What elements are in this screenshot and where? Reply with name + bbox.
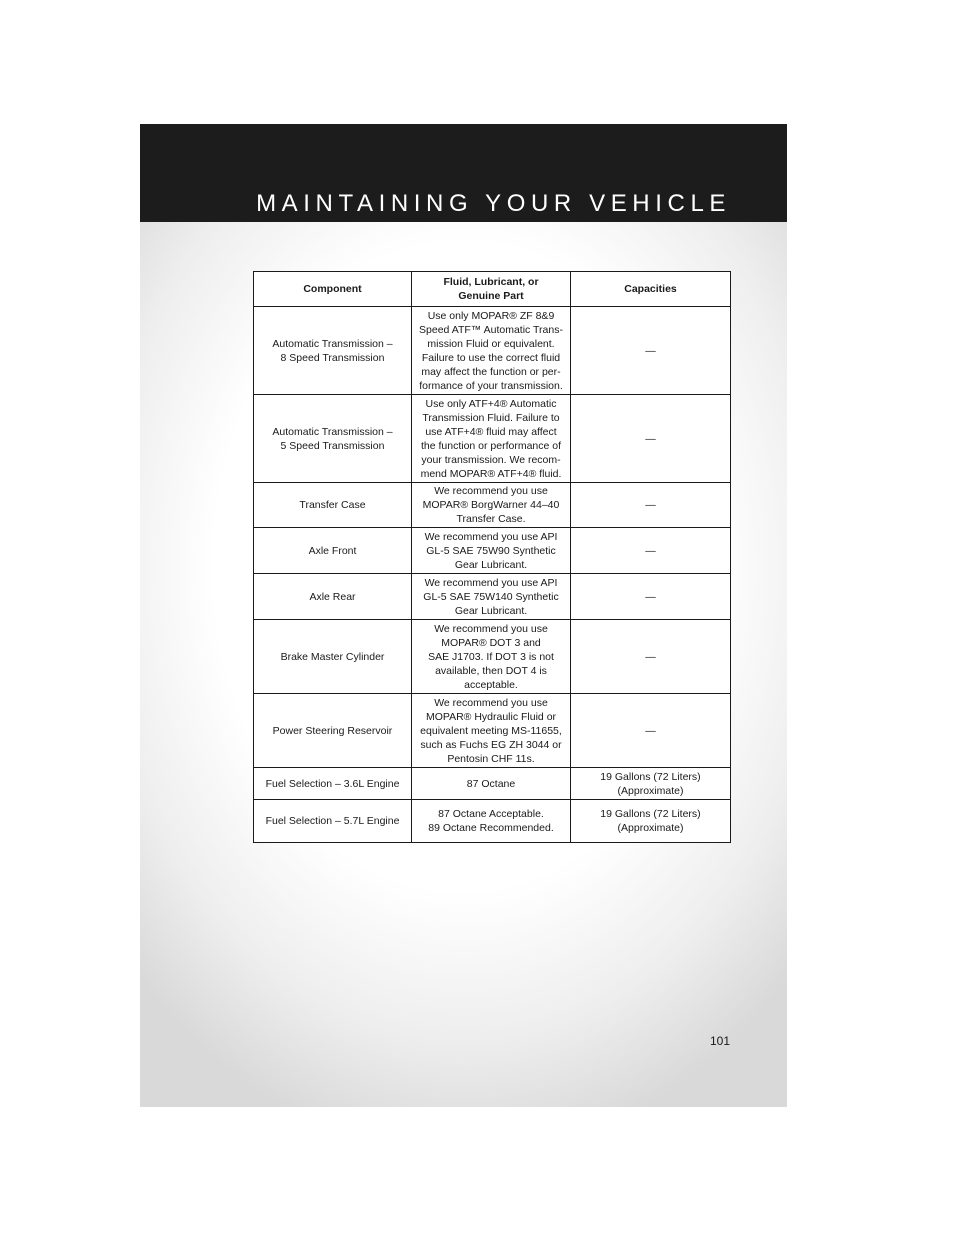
cell-fluid: We recommend you use API GL-5 SAE 75W90 Synthetic Gear Lubricant. (412, 528, 571, 574)
cell-component: Transfer Case (254, 483, 412, 528)
table-row (254, 574, 731, 620)
section-header-band (140, 124, 787, 222)
section-title: MAINTAINING YOUR VEHICLE (256, 190, 731, 217)
header-capacities: Capacities (571, 272, 731, 307)
cell-component: Axle Front (254, 528, 412, 574)
cell-capacity: 19 Gallons (72 Liters) (Approximate) (571, 768, 731, 800)
table-header-row (254, 272, 731, 307)
cell-capacity: — (571, 395, 731, 483)
table-row (254, 483, 731, 528)
cell-capacity: 19 Gallons (72 Liters) (Approximate) (571, 800, 731, 843)
fluids-capacities-table (253, 271, 731, 843)
cell-fluid: Use only MOPAR® ZF 8&9 Speed ATF™ Automatic Trans- mission Fluid or equivalent. Failure to use the correct fluid may affect the function or per- formance of your transmission. (412, 307, 571, 395)
cell-fluid: We recommend you use MOPAR® DOT 3 and SAE J1703. If DOT 3 is not available, then DOT 4 is acceptable. (412, 620, 571, 694)
table-row (254, 694, 731, 768)
cell-component: Axle Rear (254, 574, 412, 620)
cell-capacity: — (571, 307, 731, 395)
cell-component: Fuel Selection – 5.7L Engine (254, 800, 412, 843)
header-component: Component (254, 272, 412, 307)
cell-capacity: — (571, 694, 731, 768)
cell-fluid: 87 Octane Acceptable. 89 Octane Recommended. (412, 800, 571, 843)
table-row (254, 800, 731, 843)
cell-component: Power Steering Reservoir (254, 694, 412, 768)
cell-capacity: — (571, 574, 731, 620)
cell-fluid: We recommend you use API GL-5 SAE 75W140 Synthetic Gear Lubricant. (412, 574, 571, 620)
cell-capacity: — (571, 483, 731, 528)
cell-component: Automatic Transmission – 8 Speed Transmission (254, 307, 412, 395)
cell-fluid: Use only ATF+4® Automatic Transmission Fluid. Failure to use ATF+4® fluid may affect the function or performance of your transmission. We recom- mend MOPAR® ATF+4® fluid. (412, 395, 571, 483)
table-row (254, 620, 731, 694)
cell-capacity: — (571, 528, 731, 574)
cell-fluid: 87 Octane (412, 768, 571, 800)
cell-component: Fuel Selection – 3.6L Engine (254, 768, 412, 800)
table-row (254, 395, 731, 483)
table-row (254, 307, 731, 395)
cell-component: Brake Master Cylinder (254, 620, 412, 694)
table-row (254, 528, 731, 574)
table-row (254, 768, 731, 800)
page-number: 101 (709, 1034, 730, 1048)
cell-fluid: We recommend you use MOPAR® BorgWarner 44–40 Transfer Case. (412, 483, 571, 528)
cell-component: Automatic Transmission – 5 Speed Transmission (254, 395, 412, 483)
header-fluid: Fluid, Lubricant, or Genuine Part (412, 272, 571, 307)
cell-fluid: We recommend you use MOPAR® Hydraulic Fluid or equivalent meeting MS-11655, such as Fuchs EG ZH 3044 or Pentosin CHF 11s. (412, 694, 571, 768)
cell-capacity: — (571, 620, 731, 694)
